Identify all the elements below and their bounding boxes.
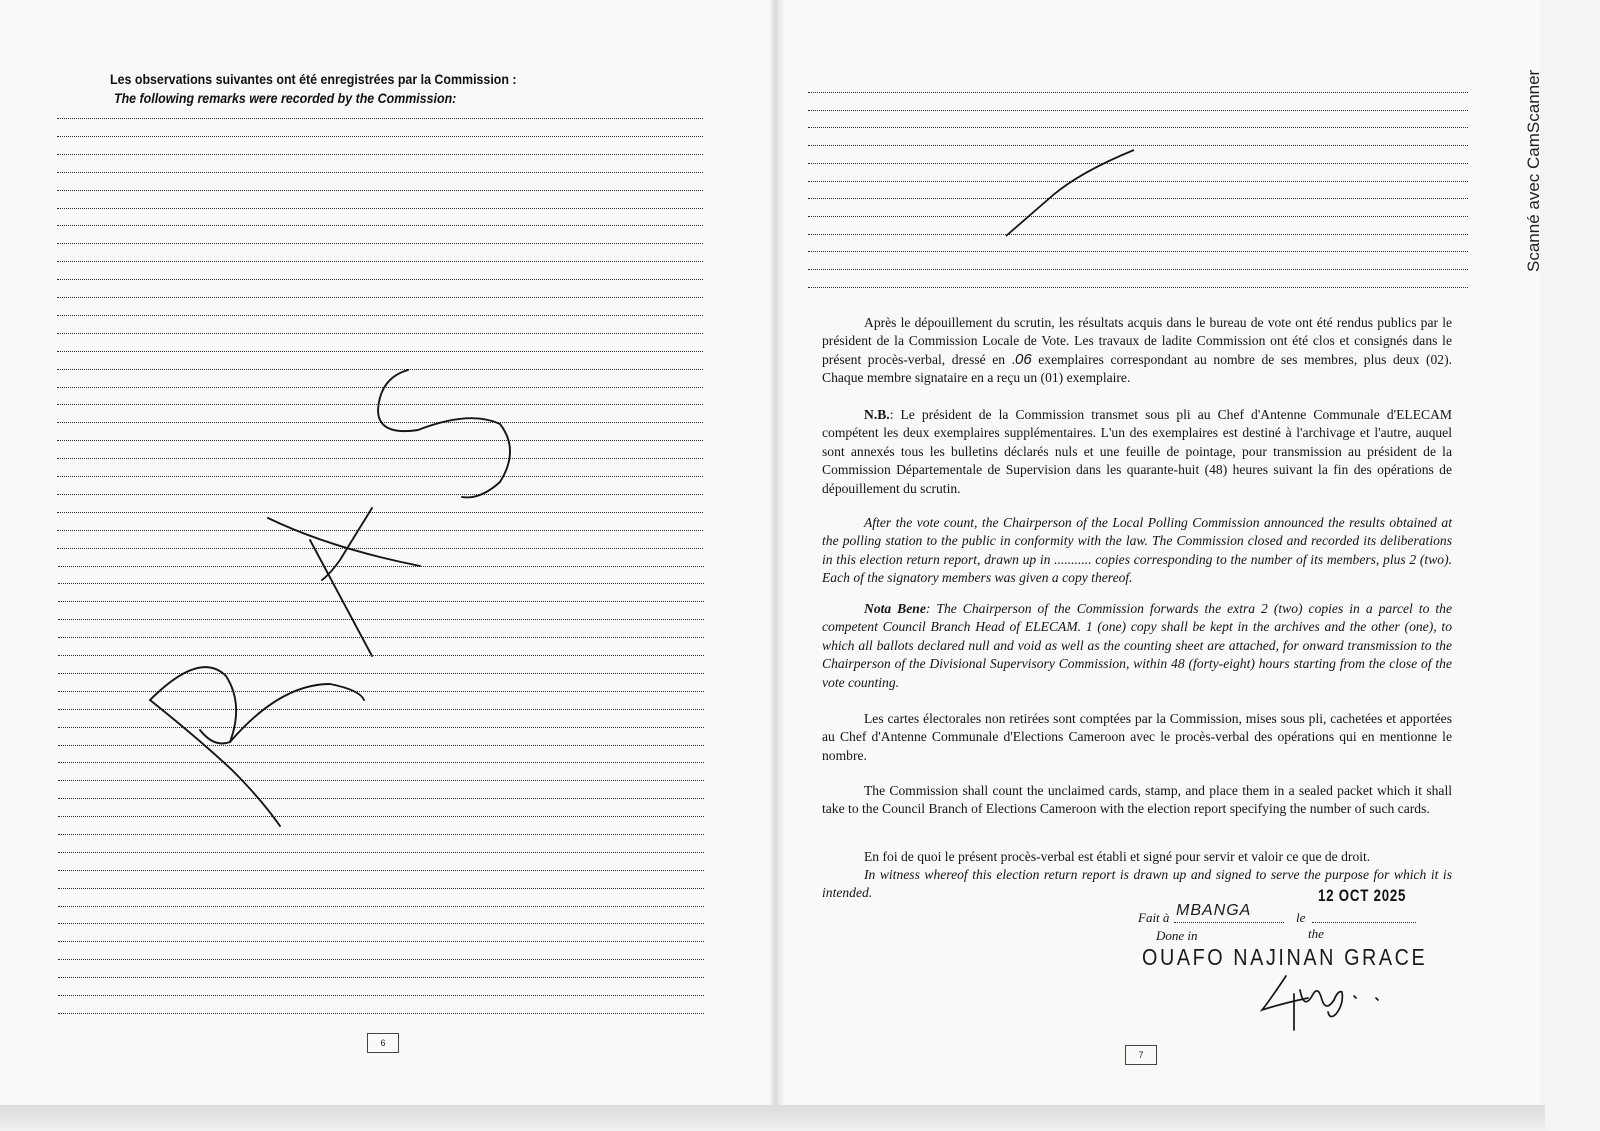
remarks-line (57, 512, 703, 513)
remarks-line (58, 762, 704, 763)
remarks-line (58, 852, 704, 853)
remarks-line (57, 387, 703, 388)
remarks-line (57, 333, 703, 334)
continuation-line (808, 269, 1468, 270)
remarks-header-en: The following remarks were recorded by the Commission: (114, 91, 457, 106)
signatory-name-handwritten: OUAFO NAJINAN GRACE (1142, 944, 1428, 970)
closing-paragraph-en: After the vote count, the Chairperson of the Local Polling Commission announced the results obtained at the polling station to the public in conformity with the law. The Commission closed and recorded its deliberations in this election return report, drawn up in ........... copies corresponding to the number of its members, plus 2 (two). Each of the signatory members was given a copy thereof. (822, 515, 1452, 586)
remarks-line (58, 798, 704, 799)
place-dotted-line (1174, 922, 1284, 923)
remarks-line (57, 422, 703, 423)
continuation-line (808, 216, 1468, 217)
remarks-line (58, 583, 704, 584)
page-number-left: 6 (367, 1033, 399, 1053)
scanner-watermark: Scanné avec CamScanner (1524, 69, 1543, 272)
closing-paragraph-fr-end: exemplaires correspondant au nombre de ses membres, plus deux (02). Chaque membre signataire en a reçu un (01) exemplaire. (822, 351, 1452, 386)
remarks-line (57, 172, 703, 173)
continuation-line (808, 251, 1468, 252)
remarks-line (57, 404, 703, 405)
remarks-line (58, 780, 704, 781)
page-number-right: 7 (1125, 1045, 1157, 1065)
continuation-line (808, 287, 1468, 288)
remarks-line (58, 745, 704, 746)
nb-label: N.B. (864, 407, 890, 422)
remarks-line (58, 816, 704, 817)
continuation-line (808, 92, 1468, 93)
remarks-line (58, 906, 704, 907)
continuation-line (808, 127, 1468, 128)
remarks-line (58, 977, 704, 978)
remarks-line (57, 225, 703, 226)
witness-paragraph-en: In witness whereof this election return report is drawn up and signed to serve the purpose for which it is intended. (822, 867, 1452, 901)
cards-paragraph-fr: Les cartes électorales non retirées sont comptées par la Commission, mises sous pli, cachetées et apportées au Chef d'Antenne Communale d'Elections Cameroon avec le procès-verbal des opérations qui en mentionne le nombre. (822, 711, 1452, 763)
continuation-line (808, 110, 1468, 111)
nota-bene-paragraph-en (822, 600, 1452, 692)
remarks-header-fr: Les observations suivantes ont été enregistrées par la Commission : (110, 72, 517, 87)
nb-text: : Le président de la Commission transmet sous pli au Chef d'Antenne Communale d'ELECAM compétent les deux exemplaires supplémentaires. L'un des exemplaires est destiné à l'archivage et l'autre, auquel sont annexés tous les bulletins déclarés nuls et une feuille de pointage, pour transmission au président de la Commission Départementale de Supervision dans les quarante-huit (48) heures suivant la fin des opérations de dépouillement du scrutin. (822, 407, 1452, 496)
continuation-line (808, 234, 1468, 235)
remarks-line (57, 315, 703, 316)
continuation-line (808, 163, 1468, 164)
remarks-line (57, 494, 703, 495)
remarks-line (57, 530, 703, 531)
nota-bene-text: : The Chairperson of the Commission forwards the extra 2 (two) copies in a parcel to the competent Council Branch Head of ELECAM. 1 (one) copy shall be kept in the archives and the other (one), to which all ballots declared null and void as well as the counting sheet are attached, for onward transmission to the Chairperson of the Divisional Supervisory Commission, within 48 (forty-eight) hours starting from the close of the vote counting. (822, 601, 1453, 690)
remarks-line (58, 727, 704, 728)
remarks-line (57, 190, 703, 191)
remarks-line (58, 673, 704, 674)
continuation-line (808, 145, 1468, 146)
date-dotted-line (1312, 922, 1416, 923)
remarks-line (58, 870, 704, 871)
date-stamp: 12 OCT 2025 (1318, 886, 1407, 905)
scan-bottom-edge (0, 1105, 1545, 1131)
left-page (0, 0, 775, 1105)
fait-a-label: Fait à (1138, 910, 1170, 925)
remarks-line (58, 941, 704, 942)
remarks-line (57, 154, 703, 155)
remarks-line (57, 136, 703, 137)
remarks-line (58, 709, 704, 710)
cards-paragraph-en: The Commission shall count the unclaimed cards, stamp, and place them in a sealed packet which it shall take to the Council Branch of Elections Cameroon with the election report specifying the number of such cards. (822, 783, 1452, 817)
remarks-line (58, 619, 704, 620)
closing-paragraph-fr (822, 314, 1452, 388)
the-label: the (1308, 926, 1324, 941)
remarks-line (57, 118, 703, 119)
place-handwritten: MBANGA (1176, 902, 1252, 919)
remarks-line (57, 476, 703, 477)
remarks-line (58, 655, 704, 656)
remarks-line (58, 601, 704, 602)
remarks-line (58, 995, 704, 996)
remarks-line (58, 834, 704, 835)
remarks-line (57, 351, 703, 352)
remarks-line (58, 923, 704, 924)
remarks-line (58, 959, 704, 960)
nota-bene-label: Nota Bene (864, 601, 926, 616)
remarks-line (57, 369, 703, 370)
continuation-line (808, 181, 1468, 182)
remarks-line (58, 1013, 704, 1014)
remarks-line (58, 888, 704, 889)
remarks-line (57, 297, 703, 298)
continuation-line (808, 198, 1468, 199)
remarks-line (57, 279, 703, 280)
witness-paragraph-fr: En foi de quoi le présent procès-verbal est établi et signé pour servir et valoir ce que de droit. (864, 849, 1371, 864)
remarks-line (57, 440, 703, 441)
remarks-line (57, 458, 703, 459)
remarks-line (57, 243, 703, 244)
remarks-line (58, 637, 704, 638)
remarks-line (57, 261, 703, 262)
done-in-label: Done in (1156, 928, 1198, 943)
remarks-line (58, 691, 704, 692)
book-spine (770, 0, 784, 1105)
le-label: le (1296, 910, 1306, 925)
nb-paragraph-fr (822, 406, 1452, 498)
remarks-line (58, 566, 704, 567)
remarks-line (57, 208, 703, 209)
closing-paragraph-fr-start: Après le dépouillement du scrutin, les résultats acquis dans le bureau de vote ont été rendus publics par le président de la Commission Locale de Vote. Les travaux de ladite Commission ont été clos et consignés dans le présent procès-verbal, dressé en . (822, 315, 1452, 367)
copies-count-handwritten: 06 (1015, 350, 1032, 368)
remarks-line (57, 548, 703, 549)
